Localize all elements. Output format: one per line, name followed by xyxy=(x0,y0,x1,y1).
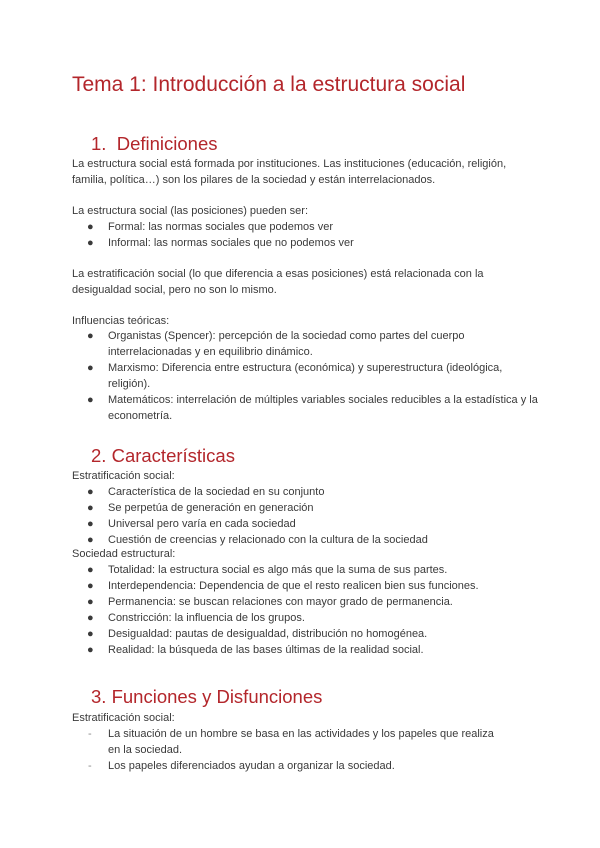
section-title: Definiciones xyxy=(116,133,218,154)
list-item: ● Informal: las normas sociales que no podemos ver xyxy=(87,237,354,249)
list-item: ● Característica de la sociedad en su conjunto xyxy=(87,486,325,498)
section-number: 3. xyxy=(91,686,107,707)
list-item: ● Organistas (Spencer): percepción de la sociedad como partes del cuerpo interrelacionadas y en equilibrio dinámico. xyxy=(87,330,465,358)
subheading-stratification: Estratificación social: xyxy=(72,470,175,482)
paragraph-positions: La estructura social (las posiciones) pueden ser: xyxy=(72,205,309,217)
paragraph-definition: La estructura social está formada por instituciones. Las instituciones (educación, religión, familia, política…) son los pilares de la sociedad y están interrelacionados. xyxy=(72,158,507,186)
bullet-marker: ● xyxy=(87,502,94,514)
positions-list xyxy=(72,219,538,251)
functions-list xyxy=(72,726,538,774)
structural-society-list xyxy=(72,562,538,658)
bullet-marker: ● xyxy=(87,518,94,530)
list-item: - La situación de un hombre se basa en las actividades y los papeles que realiza en la sociedad. xyxy=(88,728,494,756)
bullet-marker: ● xyxy=(87,221,94,233)
section-heading-caracteristicas xyxy=(91,445,235,467)
bullet-marker: ● xyxy=(87,628,94,640)
bullet-marker: ● xyxy=(87,330,94,342)
list-item: ● Matemáticos: interrelación de múltiples variables sociales reducibles a la estadística y la econometría. xyxy=(87,394,538,422)
bullet-marker: ● xyxy=(87,580,94,592)
list-item: ● Universal pero varía en cada sociedad xyxy=(87,518,296,530)
section-heading-definiciones xyxy=(91,133,218,155)
list-item: ● Constricción: la influencia de los grupos. xyxy=(87,612,305,624)
section-title: Características xyxy=(111,445,235,466)
page-title: Tema 1: Introducción a la estructura social xyxy=(72,73,466,96)
bullet-marker: ● xyxy=(87,237,94,249)
influences-list xyxy=(72,328,538,424)
bullet-marker: ● xyxy=(87,564,94,576)
section-title: Funciones y Disfunciones xyxy=(111,686,323,707)
subheading-stratification-functions: Estratificación social: xyxy=(72,712,175,724)
list-item: ● Se perpetúa de generación en generación xyxy=(87,502,314,514)
list-item: ● Interdependencia: Dependencia de que el resto realicen bien sus funciones. xyxy=(87,580,479,592)
section-number: 1. xyxy=(91,133,107,154)
section-number: 2. xyxy=(91,445,107,466)
bullet-marker: ● xyxy=(87,534,94,546)
list-item: ● Cuestión de creencias y relacionado con la cultura de la sociedad xyxy=(87,534,428,546)
section-heading-funciones xyxy=(91,686,322,708)
dash-marker: - xyxy=(88,760,92,772)
dash-marker: - xyxy=(88,728,92,740)
list-item: - Los papeles diferenciados ayudan a organizar la sociedad. xyxy=(88,760,395,772)
list-item: ● Realidad: la búsqueda de las bases últimas de la realidad social. xyxy=(87,644,424,656)
bullet-marker: ● xyxy=(87,362,94,374)
bullet-marker: ● xyxy=(87,486,94,498)
list-item: ● Totalidad: la estructura social es algo más que la suma de sus partes. xyxy=(87,564,448,576)
bullet-marker: ● xyxy=(87,644,94,656)
bullet-marker: ● xyxy=(87,596,94,608)
list-item: ● Marxismo: Diferencia entre estructura (económica) y superestructura (ideológica, religión). xyxy=(87,362,503,390)
subheading-structural-society: Sociedad estructural: xyxy=(72,548,176,560)
paragraph-stratification: La estratificación social (lo que diferencia a esas posiciones) está relacionada con la desigualdad social, pero no son lo mismo. xyxy=(72,268,484,296)
paragraph-influences: Influencias teóricas: xyxy=(72,315,170,327)
bullet-marker: ● xyxy=(87,394,94,406)
list-item: ● Desigualdad: pautas de desigualdad, distribución no homogénea. xyxy=(87,628,428,640)
stratification-list xyxy=(72,484,538,548)
list-item: ● Formal: las normas sociales que podemos ver xyxy=(87,221,333,233)
bullet-marker: ● xyxy=(87,612,94,624)
list-item: ● Permanencia: se buscan relaciones con mayor grado de permanencia. xyxy=(87,596,453,608)
